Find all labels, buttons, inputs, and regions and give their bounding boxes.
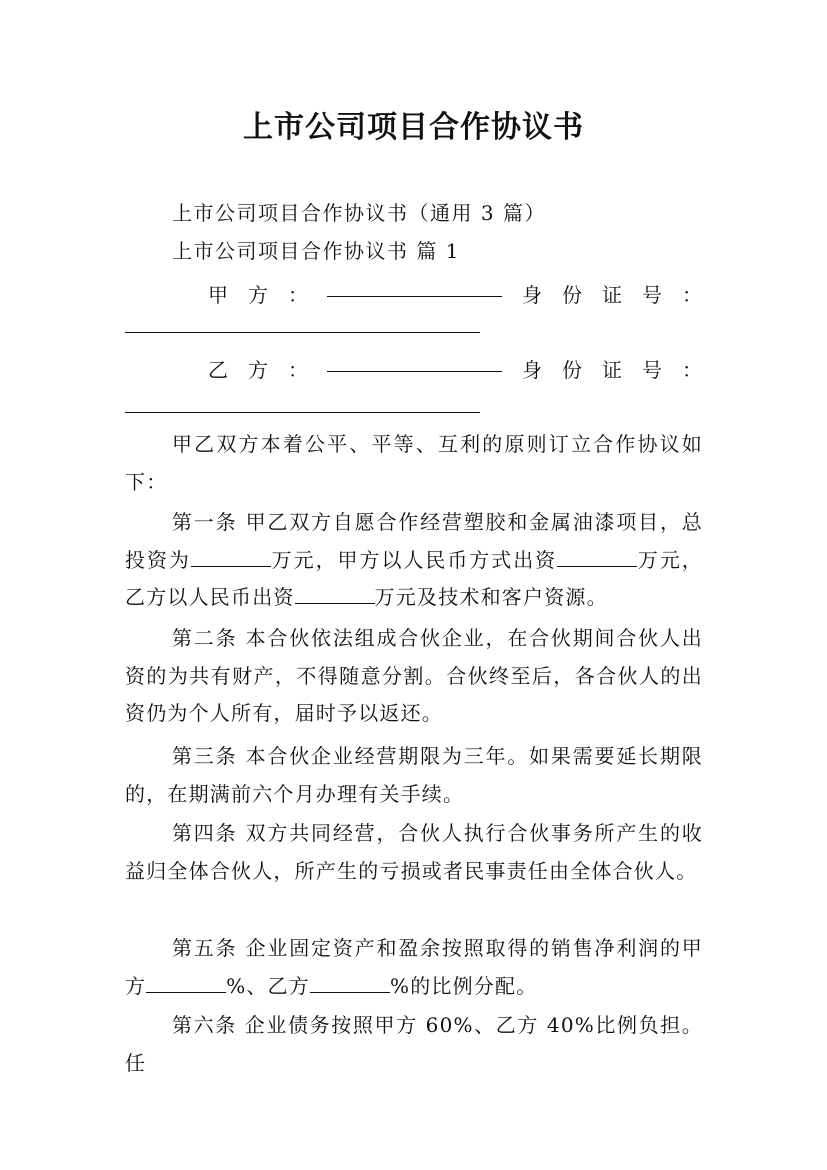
- party-a-row: [125, 279, 703, 305]
- party-b-id-blank: [125, 412, 480, 413]
- article-3-paragraph: 第三条 本合伙企业经营期限为三年。如果需要延长期限的，在期满前六个月办理有关手续。: [125, 744, 703, 806]
- article-6-paragraph: 第六条 企业债务按照甲方 60%、乙方 40%比例负担。任: [125, 1013, 703, 1075]
- party-a-id-label: 身 份 证 号 ：: [522, 283, 702, 307]
- party-a-blank: [327, 296, 502, 297]
- party-a-id-blank: [125, 332, 480, 333]
- party-b-id-label: 身 份 证 号 ：: [522, 358, 702, 382]
- document-title: 上市公司项目合作协议书: [243, 110, 584, 145]
- article-5-text-a: 第五条 企业固定资产和盈余按照取得的销售净利润的甲方: [125, 936, 703, 998]
- article-1-blank-total: [191, 548, 271, 567]
- article-5-text-b: %、乙方: [226, 973, 311, 998]
- section-heading: 上市公司项目合作协议书 篇 1: [172, 239, 460, 263]
- article-1-text-d: 万元及技术和客户资源。: [374, 585, 608, 609]
- article-5-text-c: %的比例分配。: [390, 973, 538, 998]
- document-subtitle: 上市公司项目合作协议书（通用 3 篇）: [172, 201, 546, 225]
- party-a-label: 甲 方 ：: [208, 283, 308, 307]
- article-1-paragraph: [125, 504, 703, 617]
- article-1-text-b: 万元，甲方以人民币方式出资: [270, 547, 558, 572]
- party-b-row: [125, 354, 703, 380]
- party-b-label: 乙 方 ：: [208, 358, 308, 382]
- article-4-paragraph: 第四条 双方共同经营，合伙人执行合伙事务所产生的收益归全体合伙人，所产生的亏损或者民事责任由全体合伙人。: [125, 821, 703, 883]
- article-1-text-c: 万元，乙方以人民币出资: [125, 547, 704, 609]
- article-2-paragraph: 第二条 本合伙依法组成合伙企业，在合伙期间合伙人出资的为共有财产，不得随意分割。合伙终至后，各合伙人的出资仍为个人所有，届时予以返还。: [125, 626, 703, 725]
- intro-paragraph: 甲乙双方本着公平、平等、互利的原则订立合作协议如下：: [125, 432, 703, 494]
- article-1-blank-party-a: [557, 548, 637, 567]
- article-1-blank-party-b: [295, 585, 375, 604]
- article-1-text-a: 第一条 甲乙双方自愿合作经营塑胶和金属油漆项目，总投资为: [125, 510, 703, 572]
- article-5-paragraph: [125, 930, 703, 1005]
- article-5-blank-party-a: [146, 974, 226, 993]
- article-5-blank-party-b: [310, 974, 390, 993]
- party-b-blank: [327, 371, 502, 372]
